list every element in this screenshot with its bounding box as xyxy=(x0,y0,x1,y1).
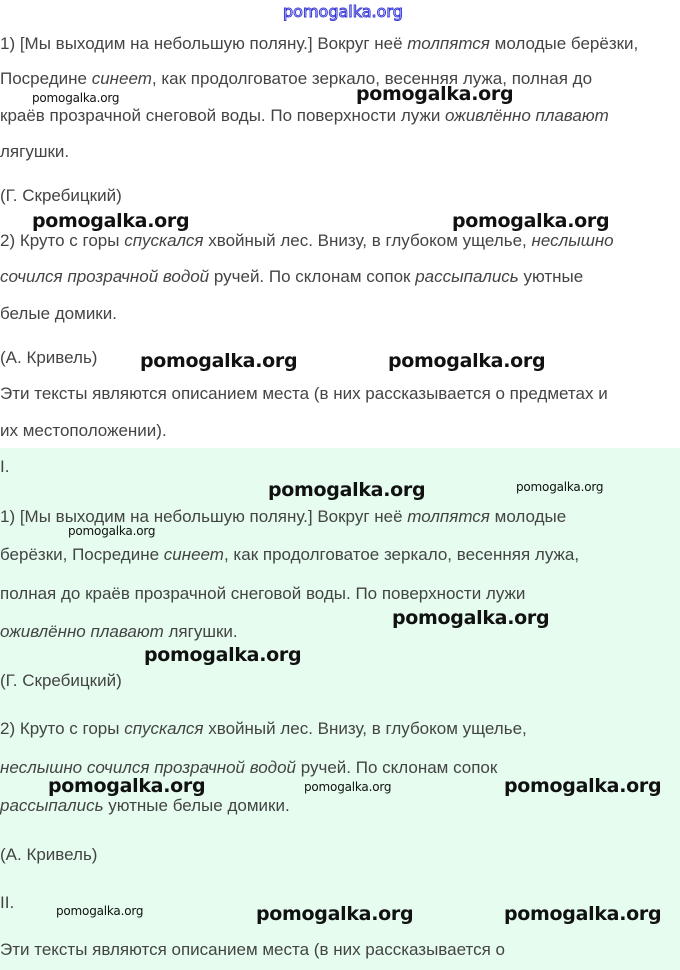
text-line: краёв прозрачной снеговой воды. По поверхности лужи оживлённо плавают xyxy=(0,106,609,125)
text-line: берёзки, Посредине синеет, как продолговатое зеркало, весенняя лужа, xyxy=(0,545,580,564)
watermark: pomogalka.org xyxy=(140,350,298,372)
text-line: Эти тексты являются описанием места (в них рассказывается о xyxy=(0,940,505,959)
watermark: pomogalka.org xyxy=(356,83,514,105)
text-line: полная до краёв прозрачной снеговой воды. По поверхности лужи xyxy=(0,584,526,603)
text-line: Посредине синеет, как продолговатое зеркало, весенняя лужа, полная до xyxy=(0,69,593,88)
watermark: pomogalka.org xyxy=(32,210,190,232)
watermark: pomogalka.org xyxy=(56,904,144,918)
text-line: 1) [Мы выходим на небольшую поляну.] Вокруг неё толпятся молодые берёзки, xyxy=(0,34,639,53)
watermark: pomogalka.org xyxy=(392,607,550,629)
text-line: неслышно сочился прозрачной водой ручей. По склонам сопок xyxy=(0,758,498,777)
watermark: pomogalka.org xyxy=(144,644,302,666)
watermark: pomogalka.org xyxy=(452,210,610,232)
watermark-header: pomogalka.org xyxy=(283,2,403,21)
text-line: 1) [Мы выходим на небольшую поляну.] Вокруг неё толпятся молодые xyxy=(0,507,567,526)
text-line: их местоположении). xyxy=(0,421,167,440)
watermark: pomogalka.org xyxy=(268,479,426,501)
watermark: pomogalka.org xyxy=(388,350,546,372)
watermark: pomogalka.org xyxy=(32,91,120,105)
text-line: оживлённо плавают лягушки. xyxy=(0,622,238,641)
author-credit: (Г. Скребицкий) xyxy=(0,671,122,690)
watermark: pomogalka.org xyxy=(48,775,206,797)
section-number: I. xyxy=(0,457,10,476)
author-credit: (А. Кривель) xyxy=(0,845,98,864)
text-line: Эти тексты являются описанием места (в них рассказывается о предметах и xyxy=(0,384,608,403)
text-line: 2) Круто с горы спускался хвойный лес. Внизу, в глубоком ущелье, неслышно xyxy=(0,231,614,250)
watermark: pomogalka.org xyxy=(504,775,662,797)
text-line: белые домики. xyxy=(0,304,117,323)
watermark: pomogalka.org xyxy=(304,780,392,794)
section-number: II. xyxy=(0,893,15,912)
text-line: рассыпались уютные белые домики. xyxy=(0,796,290,815)
watermark: pomogalka.org xyxy=(68,524,156,538)
watermark: pomogalka.org xyxy=(504,903,662,925)
text-line: лягушки. xyxy=(0,142,70,161)
watermark: pomogalka.org xyxy=(516,480,604,494)
author-credit: (А. Кривель) xyxy=(0,348,98,367)
text-line: 2) Круто с горы спускался хвойный лес. Внизу, в глубоком ущелье, xyxy=(0,719,527,738)
author-credit: (Г. Скребицкий) xyxy=(0,186,122,205)
text-line: сочился прозрачной водой ручей. По склонам сопок рассыпались уютные xyxy=(0,267,584,286)
watermark: pomogalka.org xyxy=(256,903,414,925)
